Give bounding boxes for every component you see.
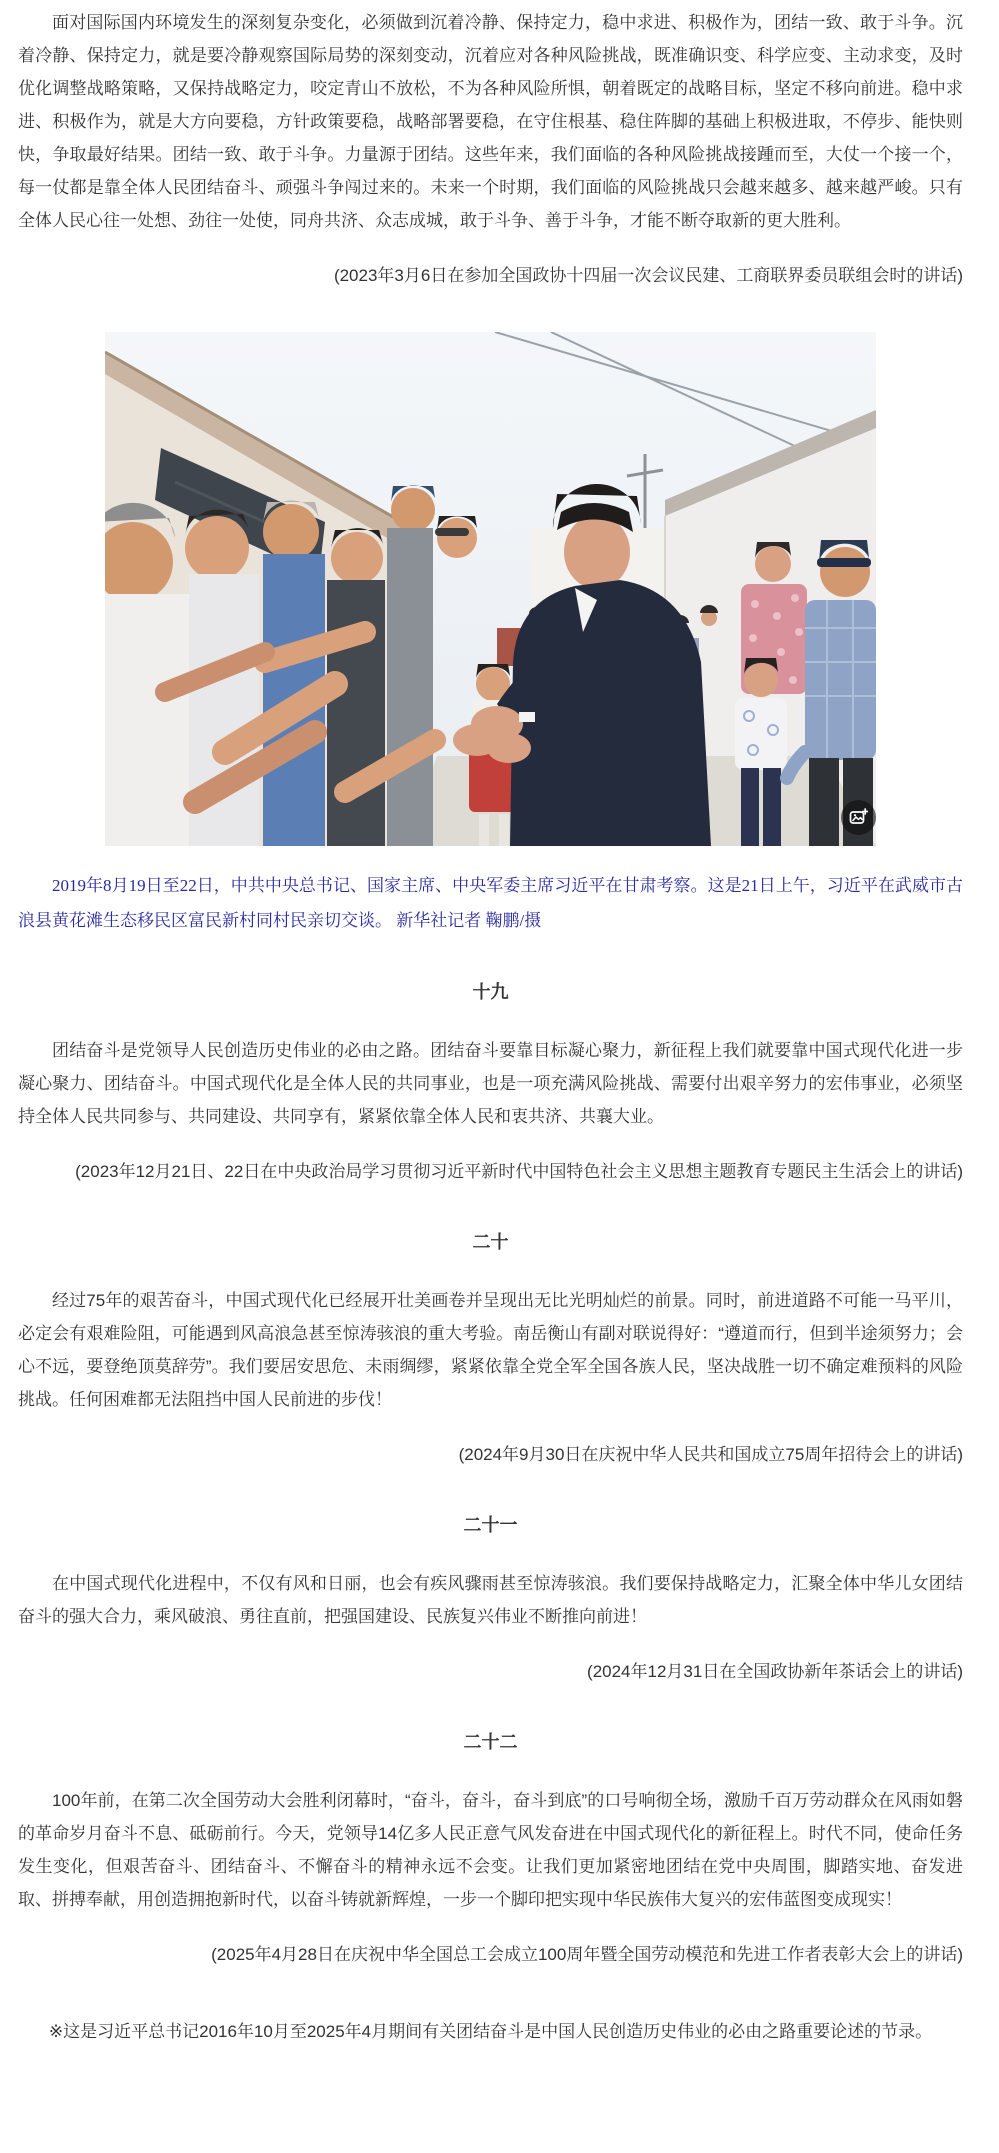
section-19: [18, 980, 963, 1188]
photo-illustration: [105, 332, 876, 846]
section-20: [18, 1230, 963, 1471]
section-21: [18, 1513, 963, 1688]
section-21-paragraph: 在中国式现代化进程中，不仅有风和日丽，也会有疾风骤雨甚至惊涛骇浪。我们要保持战略定力，汇聚全体中华儿女团结奋斗的强大合力，乘风破浪、勇往直前，把强国建设、民族复兴伟业不断推向前进！: [18, 1574, 963, 1626]
add-image-icon: [849, 808, 868, 827]
section-22-paragraph: 100年前，在第二次全国劳动大会胜利闭幕时，“奋斗，奋斗，奋斗到底”的口号响彻全场，激励千百万劳动群众在风雨如磐的革命岁月奋斗不息、砥砺前行。今天，党领导14亿多人民正意气风发奋进在中国式现代化的新征程上。时代不同，使命任务发生变化，但艰苦奋斗、团结奋斗、不懈奋斗的精神永远不会变。让我们更加紧密地团结在党中央周围，脚踏实地、奋发进取、拼搏奉献，用创造拥抱新时代，以奋斗铸就新辉煌，一步一个脚印把实现中华民族伟大复兴的宏伟蓝图变成现实！: [18, 1791, 963, 1909]
expand-image-button[interactable]: [841, 800, 876, 835]
intro-paragraph: 面对国际国内环境发生的深刻复杂变化，必须做到沉着冷静、保持定力，稳中求进、积极作为，团结一致、敢于斗争。沉着冷静、保持定力，就是要冷静观察国际局势的深刻变动，沉着应对各种风险挑战，既准确识变、科学应变、主动求变，及时优化调整战略策略，又保持战略定力，咬定青山不放松，不为各种风险所惧，朝着既定的战略目标，坚定不移向前进。稳中求进、积极作为，就是大方向要稳，方针政策要稳，战略部署要稳，在守住根基、稳住阵脚的基础上积极进取，不停步、能快则快，争取最好结果。团结一致、敢于斗争。力量源于团结。这些年来，我们面临的各种风险挑战接踵而至，大仗一个接一个，每一仗都是靠全体人民团结奋斗、顽强斗争闯过来的。未来一个时期，我们面临的风险挑战只会越来越多、越来越严峻。只有全体人民心往一处想、劲往一处使，同舟共济、众志成城，敢于斗争、善于斗争，才能不断夺取新的更大胜利。: [18, 13, 963, 230]
section-20-heading: 二十: [472, 1232, 509, 1252]
section-20-paragraph: 经过75年的艰苦奋斗，中国式现代化已经展开壮美画卷并呈现出无比光明灿烂的前景。同时，前进道路不可能一马平川，必定会有艰难险阻，可能遇到风高浪急甚至惊涛骇浪的重大考验。南岳衡山有副对联说得好：“遵道而行，但到半途须努力；会心不远，要登绝顶莫辞劳”。我们要居安思危、未雨绸缪，紧紧依靠全党全军全国各族人民，坚决战胜一切不确定难预料的风险挑战。任何困难都无法阻挡中国人民前进的步伐！: [18, 1291, 963, 1409]
section-20-citation: (2024年9月30日在庆祝中华人民共和国成立75周年招待会上的讲话): [458, 1445, 963, 1464]
footnote: ※这是习近平总书记2016年10月至2025年4月期间有关团结奋斗是中国人民创造历史伟业的必由之路重要论述的节录。: [48, 2022, 933, 2041]
section-22-heading: 二十二: [463, 1732, 518, 1752]
section-22-citation: (2025年4月28日在庆祝中华全国总工会成立100周年暨全国劳动模范和先进工作者表彰大会上的讲话): [211, 1945, 963, 1964]
section-19-paragraph: 团结奋斗是党领导人民创造历史伟业的必由之路。团结奋斗要靠目标凝心聚力，新征程上我们就要靠中国式现代化进一步凝心聚力、团结奋斗。中国式现代化是全体人民的共同事业，也是一项充满风险挑战、需要付出艰辛努力的宏伟事业，必须坚持全体人民共同参与、共同建设、共同享有，紧紧依靠全体人民和衷共济、共襄大业。: [18, 1041, 963, 1126]
section-19-heading: 十九: [472, 982, 509, 1002]
intro-citation: (2023年3月6日在参加全国政协十四届一次会议民建、工商联界委员联组会时的讲话): [333, 266, 963, 285]
section-21-citation: (2024年12月31日在全国政协新年茶话会上的讲话): [587, 1662, 963, 1681]
section-22: [18, 1730, 963, 1971]
photo-caption: 2019年8月19日至22日，中共中央总书记、国家主席、中央军委主席习近平在甘肃考察。这是21日上午，习近平在武威市古浪县黄花滩生态移民区富民新村同村民亲切交谈。 新华社记者 鞠鹏/摄: [18, 876, 963, 930]
section-21-heading: 二十一: [463, 1515, 518, 1535]
section-19-citation: (2023年12月21日、22日在中央政治局学习贯彻习近平新时代中国特色社会主义思想主题教育专题民主生活会上的讲话): [75, 1162, 963, 1181]
article-photo: [105, 332, 876, 846]
